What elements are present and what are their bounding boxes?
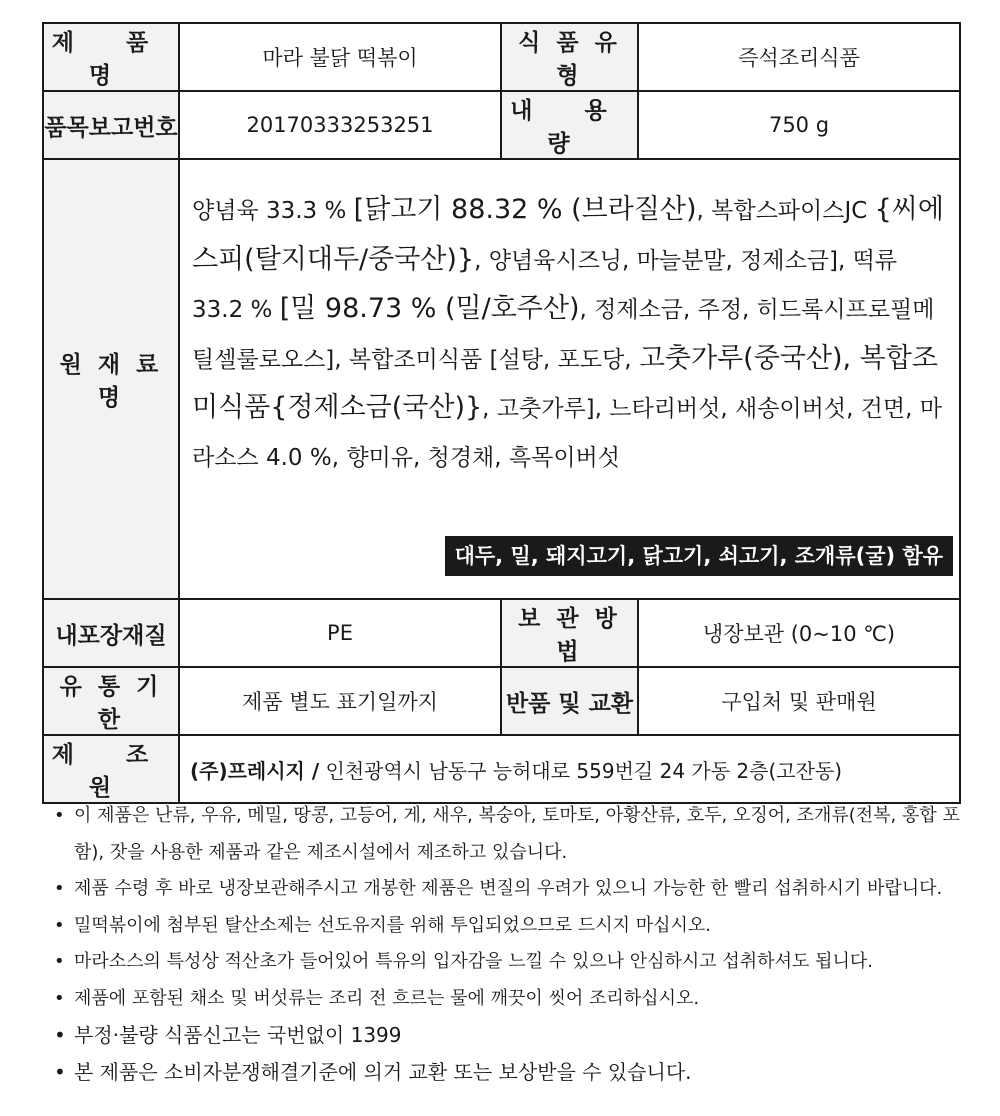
ingredient-segment: , 양념육시즈닝, 마늘분말, 정제소금], 떡류 33.2 % xyxy=(192,247,898,323)
note-text: 밀떡볶이에 첨부된 탈산소제는 선도유지를 위해 투입되었으므로 드시지 마십시오. xyxy=(74,914,711,936)
note-item xyxy=(52,944,972,981)
note-text: 제품에 포함된 채소 및 버섯류는 조리 전 흐르는 물에 깨끗이 씻어 조리하십시오. xyxy=(74,987,700,1009)
note-item xyxy=(52,908,972,945)
note-item xyxy=(52,798,972,871)
volume-value: 750 g xyxy=(638,91,960,159)
manufacturer-label: 제 조 원 xyxy=(43,735,179,803)
note-text: 부정·불량 식품신고는 국번없이 1399 xyxy=(74,1023,402,1047)
ingredient-segment-emphasis: {씨에스피(탈지대두/중국산)} xyxy=(192,194,944,275)
ingredient-segment-emphasis: 고춧가루(중국산), 복합조미식품{정제소금(국산)} xyxy=(192,342,938,423)
ingredients-text xyxy=(180,160,959,482)
food-type-label: 식 품 유 형 xyxy=(501,23,638,91)
return-label: 반품 및 교환 xyxy=(501,667,638,735)
ingredient-segment-emphasis: [닭고기 88.32 % (브라질산) xyxy=(353,194,697,225)
ingredients-label: 원 재 료 명 xyxy=(43,159,179,599)
food-type-value: 즉석조리식품 xyxy=(638,23,960,91)
note-item xyxy=(52,1017,972,1054)
storage-label: 보 관 방 법 xyxy=(501,599,638,667)
expiry-value: 제품 별도 표기일까지 xyxy=(179,667,501,735)
note-text: 제품 수령 후 바로 냉장보관해주시고 개봉한 제품은 변질의 우려가 있으니 가능한 한 빨리 섭취하시기 바랍니다. xyxy=(74,878,943,899)
product-info-table xyxy=(42,22,961,804)
return-value: 구입처 및 판매원 xyxy=(638,667,960,735)
bullet-icon: • xyxy=(54,878,65,899)
manufacturer-address: 인천광역시 남동구 능허대로 559번길 24 가동 2층(고잔동) xyxy=(319,758,843,783)
allergen-badge: 대두, 밀, 돼지고기, 닭고기, 쇠고기, 조개류(굴) 함유 xyxy=(445,536,953,576)
bullet-icon: • xyxy=(54,987,65,1009)
note-item xyxy=(52,981,972,1018)
expiry-label: 유 통 기 한 xyxy=(43,667,179,735)
ingredient-segment: 양념육 33.3 % xyxy=(192,198,354,224)
ingredient-segment: , 정제소금, 주정, 히드록시프로필메틸셀룰로오스], 복합조미식품 [설탕, 포도당, xyxy=(192,297,935,373)
bullet-icon: • xyxy=(54,1023,66,1047)
manufacturer-name: (주)프레시지 / xyxy=(190,758,320,783)
ingredient-segment-emphasis: [밀 98.73 % (밀/호주산) xyxy=(279,293,580,324)
notes-list xyxy=(52,798,972,1090)
bullet-icon: • xyxy=(54,951,65,972)
note-item xyxy=(52,871,972,908)
note-item xyxy=(52,1054,972,1091)
report-number-label: 품목보고번호 xyxy=(43,91,179,159)
bullet-icon: • xyxy=(54,1059,66,1084)
bullet-icon: • xyxy=(54,914,65,936)
ingredient-segment: , 고춧가루], 느타리버섯, 새송이버섯, 건면, 마라소스 4.0 %, 향미유, 청경채, 흑목이버섯 xyxy=(192,396,942,471)
report-number-value: 20170333253251 xyxy=(179,91,501,159)
product-name-label: 제 품 명 xyxy=(43,23,179,91)
ingredients-cell xyxy=(179,159,960,599)
packaging-value: PE xyxy=(179,599,501,667)
volume-label: 내 용 량 xyxy=(501,91,638,159)
manufacturer-value xyxy=(179,735,960,803)
note-text: 마라소스의 특성상 적산초가 들어있어 특유의 입자감을 느낄 수 있으나 안심하시고 섭취하셔도 됩니다. xyxy=(74,951,873,972)
bullet-icon: • xyxy=(54,805,65,826)
packaging-label: 내포장재질 xyxy=(43,599,179,667)
note-text: 이 제품은 난류, 우유, 메밀, 땅콩, 고등어, 게, 새우, 복숭아, 토마토, 아황산류, 호두, 오징어, 조개류(전복, 홍합 포함), 잣을 사용한 제품과 같은 제조시설에서 제조하고 있습니다. xyxy=(74,805,960,863)
product-name-value: 마라 불닭 떡볶이 xyxy=(179,23,501,91)
note-text: 본 제품은 소비자분쟁해결기준에 의거 교환 또는 보상받을 수 있습니다. xyxy=(74,1059,692,1084)
ingredient-segment: , 복합스파이스JC xyxy=(696,198,875,224)
storage-value: 냉장보관 (0~10 ℃) xyxy=(638,599,960,667)
